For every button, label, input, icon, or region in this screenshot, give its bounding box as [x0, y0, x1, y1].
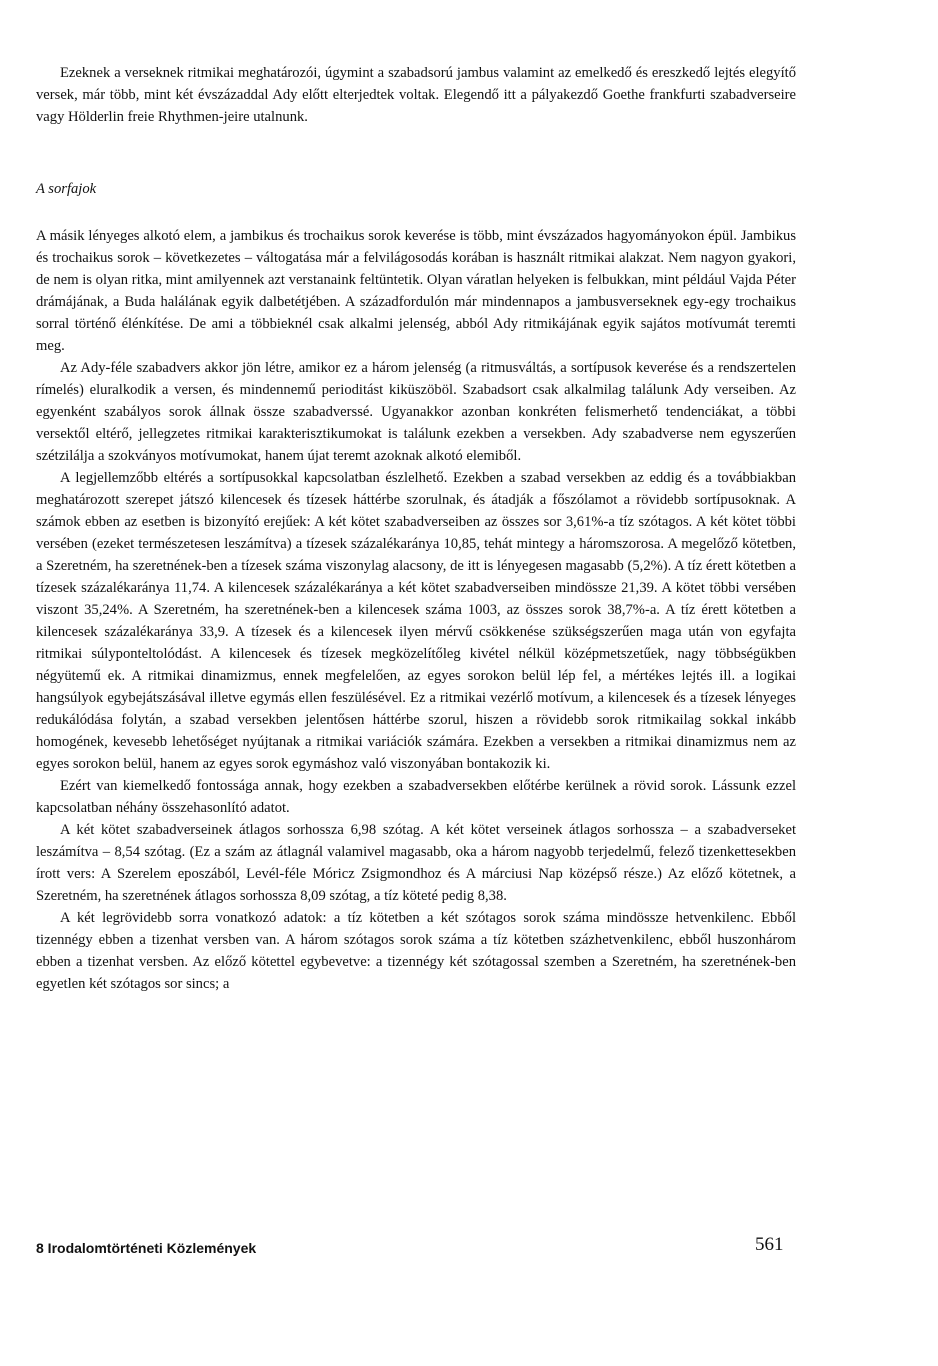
paragraph-4: Ezért van kiemelkedő fontossága annak, hogy ezekben a szabadversekben előtérbe kerülnek a rövid sorok. Lássunk ezzel kapcsolatban néhány összehasonlító adatot.: [36, 778, 796, 816]
paragraph-5: A két kötet szabadverseinek átlagos sorhossza 6,98 szótag. A két kötet verseinek átlagos sorhossza – a szabadverseket leszámítva – 8,54 szótag. (Ez a szám az átlagnál valamivel magasabb, oka a három nagyobb terjedelmű, felező tizenkettesekben írott vers: A Szerelem eposzából, Levél-féle Móricz Zsigmondhoz és A márciusi Nap középső része.) Az előző kötetnek, a Szeretném, ha szeretnének átlagos sorhossza 8,09 szótag, a tíz köteté pedig 8,38.: [36, 822, 796, 904]
paragraph-1: A másik lényeges alkotó elem, a jambikus és trochaikus sorok keverése is több, mint évszázados hagyományokon épül. Jambikus és trochaikus sorok – következetes – váltogatása már a felvilágosodás korában is használt ritmikai alakzat. Nem nagyon gyakori, de nem is olyan ritka, mint amilyennek azt verstanaink feltüntetik. Olyan váratlan helyeken is felbukkan, mint például Vajda Péter drámájának, a Buda halálának egyik dalbetétjében. A századfordulón már mindennapos a jambusverseknek egy-egy trochaikus sorral történő élénkítése. De ami a többieknél csak alkalmi jelenség, abból Ady ritmikájának egyik sajátos motívumát teremti meg.: [36, 228, 796, 354]
paragraph-2: Az Ady-féle szabadvers akkor jön létre, amikor ez a három jelenség (a ritmusváltás, a sortípusok keverése és a rendszertelen rímelés) eluralkodik a versen, és mindennemű perioditást kiküszöböl. Szabadsort csak alkalmilag találunk Ady verseiben. Az egyenként szabályos sorok állnak össze szabadverssé. Ugyanakkor azonban konkréten felismerhető tendenciákat, a többi versektől eltérő, jellegzetes ritmikai karakterisztikumokat is találunk ezekben a versekben. Ady szabadverse nem egyszerűen szétzilálja a szokványos motívumokat, hanem újat teremt azoknak alkotó elemiből.: [36, 360, 796, 464]
journal-footer: 8 Irodalomtörténeti Közlemények: [36, 1240, 257, 1256]
paragraph-6: A két legrövidebb sorra vonatkozó adatok: a tíz kötetben a két szótagos sorok száma mindössze hetvenkilenc. Ebből tizennégy ebben a tizenhat versben van. A három szótagos sorok száma a tíz kötetben százhetvenkilenc, ebből huszonhárom ebben a tizenhat versben. Az előző kötettel egybevetve: a tizennégy két szótagossal szemben a Szeretném, ha szeretnének-ben egyetlen két szótagos sor sincs; a: [36, 910, 796, 992]
intro-paragraph: Ezeknek a verseknek ritmikai meghatározói, úgymint a szabadsorú jambus valamint az emelkedő és ereszkedő lejtés elegyítő versek, már több, mint két évszázaddal Ady előtt elterjedtek voltak. Elegendő itt a pályakezdő Goethe frankfurti szabadverseire vagy Hölderlin freie Rhythmen-jeire utalnunk.: [36, 65, 796, 125]
paragraph-3: A legjellemzőbb eltérés a sortípusokkal kapcsolatban észlelhető. Ezekben a szabad versekben az eddig és a továbbiakban meghatározott szerepet játszó kilencesek és tízesek háttérbe szorulnak, és átadják a főszólamot a rövidebb sortípusoknak. A számok ebben az esetben is bizonyító erejűek: A két kötet szabadverseiben az összes sor 3,61%-a tíz szótagos. A két kötet többi versében (ezeket természetesen leszámítva) a tízesek százalékaránya 10,85, tehát mintegy a háromszorosa. A megelőző kötetben, a Szeretném, ha szeretnének-ben a tízesek száma viszonylag alacsony, de itt is lényegesen magasabb (5,2%). A tíz érett kötetben a tízesek százalékaránya 11,74. A kilencesek százalékaránya a két kötet szabadverseiben mindössze 21,39. A kötet többi versében viszont 35,24%. A Szeretném, ha szeretnének-ben a kilencesek száma 1003, az összes sorok 38,7%-a. A tíz érett kötetben a kilencesek százalékaránya 33,9. A tízesek és a kilencesek ilyen mérvű csökkenése szükségszerűen maga után von egyfajta ritmikai súlyponteltolódást. A kilencesek és tízesek megközelítőleg kivétel nélkül középmetszetűek, nagy többségükben négyütemű ek. A ritmikai dinamizmus, ennek megfelelően, az egyes sorokon belül lép fel, a mértékes lejtés ill. a logikai hangsúlyok egybejátszásával illetve egymás ellen feszülésével. Ez a ritmikai vezérlő motívum, a kilencesek és a tízesek lényeges redukálódása folytán, a szabad versekben jelentősen háttérbe szorul, hiszen a rövidebb sorok ritmikailag sokkal inkább homogének, kevesebb lehetőséget nyújtanak a ritmikai variációk számára. Ezekben a versekben a ritmikai dinamizmus nem az egyes sorokon belül, hanem az egyes sorok egymáshoz való viszonyában bontakozik ki.: [36, 470, 796, 772]
section-title: A sorfajok: [36, 181, 97, 197]
page-number: 561: [755, 1234, 784, 1255]
page-body: [36, 62, 796, 995]
